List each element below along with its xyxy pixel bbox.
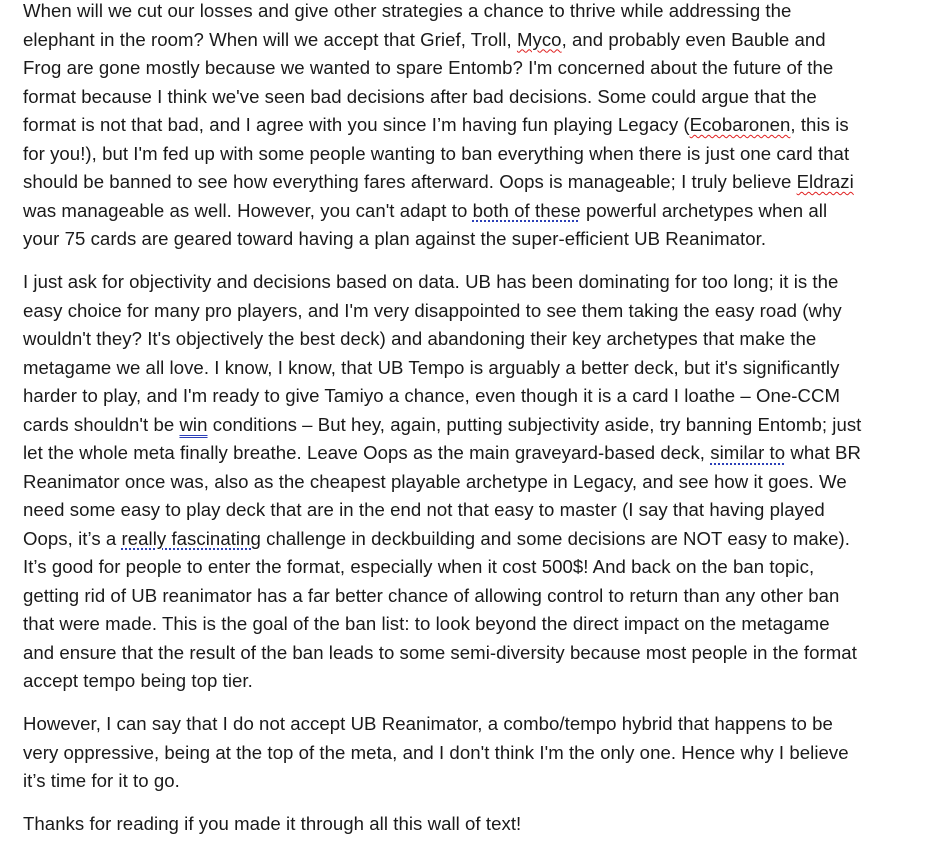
text-run: powerful archetypes when all your 75 cards are geared toward having a plan against the super-efficient UB Reanimator. xyxy=(23,199,828,249)
text-run: challenge in deckbuilding and some decisions are NOT easy to make). It’s good for people to enter the format, especially when it cost 500$! And back on the ban topic, getting rid of UB reanimator has a far better chance of allowing control to return than any other ban that were made. This is the goal of the ban list: to look beyond the direct impact on the metagame and ensure that the result of the ban leads to some semi-diversity because most people in the format accept tempo being top tier. xyxy=(23,527,857,691)
text-run: However, I can say that I do not accept UB Reanimator, a combo/tempo hybrid that happens to be very oppressive, being at the top of the meta, and I don't think I'm the only one. Hence why I believe it’s time for it to go. xyxy=(23,713,849,791)
grammar-suggestion-really-fascinating[interactable]: really fascinating xyxy=(121,527,261,549)
text-run: , and probably even Bauble and Frog are gone mostly because we wanted to spare Entomb? I'm concerned about the future of the format because I think we've seen bad decisions after bad decisions. Some could argue that the format is not that bad, and I agree with you since I’m having fun playing Legacy ( xyxy=(23,28,834,135)
text-run: Thanks for reading if you made it through all this wall of text! xyxy=(23,813,522,834)
text-run: , this is for you!), but I'm fed up with some people wanting to ban everything when there is just one card that should be banned to see how everything fares afterward. Oops is manageable; I truly believe xyxy=(23,114,850,192)
spelling-error-ecobaronen[interactable]: Ecobaronen xyxy=(689,114,791,135)
text-run: When will we cut our losses and give other strategies a chance to thrive while addressing the elephant in the room? When will we accept that Grief, Troll, xyxy=(23,0,792,50)
paragraph-1 xyxy=(23,0,863,254)
text-run: conditions – But hey, again, putting subjectivity aside, try banning Entomb; just let the whole meta finally breathe. Leave Oops as the main graveyard-based deck, xyxy=(23,413,862,463)
paragraph-4 xyxy=(23,810,863,839)
grammar-suggestion-win[interactable]: win xyxy=(179,413,208,435)
paragraph-3 xyxy=(23,710,863,796)
spelling-error-eldrazi[interactable]: Eldrazi xyxy=(796,171,854,192)
text-run: what BR Reanimator once was, also as the cheapest playable archetype in Legacy, and see how it goes. We need some easy to play deck that are in the end not that easy to master (I say that having played Oops, it’s a xyxy=(23,442,861,549)
paragraph-2 xyxy=(23,268,863,696)
grammar-suggestion-similar-to[interactable]: similar to xyxy=(710,442,786,463)
grammar-suggestion-both-of-these[interactable]: both of these xyxy=(472,199,581,221)
text-run: was manageable as well. However, you can't adapt to xyxy=(23,199,473,221)
spelling-error-myco[interactable]: Myco xyxy=(516,28,562,50)
text-run: I just ask for objectivity and decisions based on data. UB has been dominating for too long; it is the easy choice for many pro players, and I'm very disappointed to see them taking the easy road (why wouldn't they? It's objectively the best deck) and abandoning their key archetypes that make the metagame we all love. I know, I know, that UB Tempo is arguably a better deck, but it's significantly harder to play, and I'm ready to give Tamiyo a chance, even though it is a card I loathe – One-CCM cards shouldn't be xyxy=(23,271,842,435)
document-body xyxy=(23,0,863,853)
